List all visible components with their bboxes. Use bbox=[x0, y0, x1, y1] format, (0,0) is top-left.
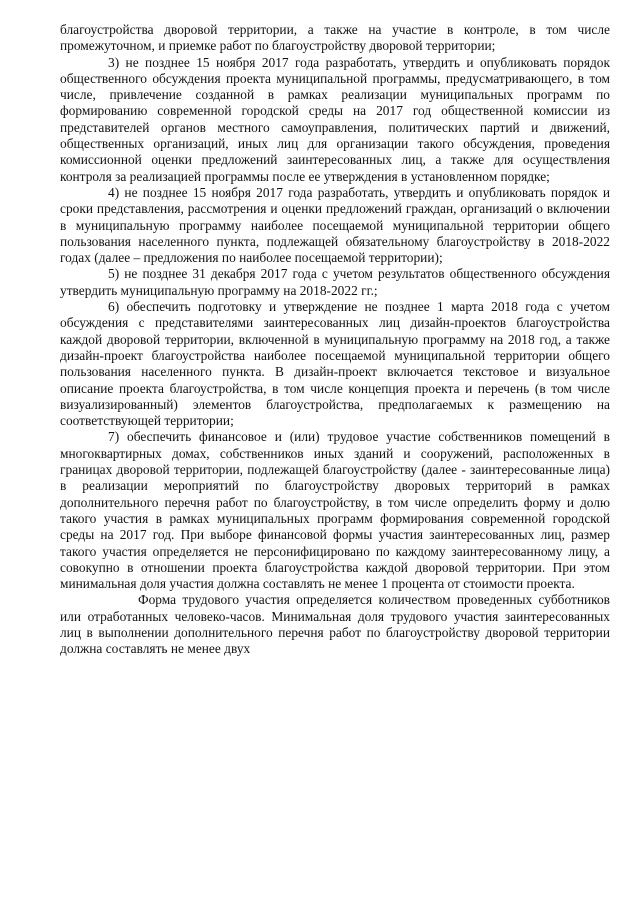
paragraph-item-6: 6) обеспечить подготовку и утверждение не позднее 1 марта 2018 года с учетом обсуждения с представителями заинтересованных лиц дизайн-проектов благоустройства каждой дворовой территории, включенной в муниципальную программу на 2018 год, а также дизайн-проект благоустройства наиболее посещаемой муниципальной территории общего пользования населенного пункта. В дизайн-проект включается текстовое и визуальное описание проекта благоустройства, в том числе концепция проекта и перечень (в том числе визуализированный) элементов благоустройства, предполагаемых к размещению на соответствующей территории; bbox=[60, 299, 610, 429]
paragraph-item-7: 7) обеспечить финансовое и (или) трудовое участие собственников помещений в многоквартирных домах, собственников иных зданий и сооружений, расположенных в границах дворовой территории, подлежащей благоустройству (далее - заинтересованные лица) в реализации мероприятий по благоустройству дворовых территорий в рамках дополнительного перечня работ по благоустройству, в том числе определить форму и долю такого участия в рамках муниципальных программ формирования современной городской среды на 2017 год. При выборе финансовой формы участия заинтересованных лиц, размер такого участия определяется не персонифицировано по каждому заинтересованному лицу, а совокупно в отношении проекта благоустройства каждой дворовой территории. При этом минимальная доля участия должна составлять не менее 1 процента от стоимости проекта. bbox=[60, 429, 610, 592]
paragraph-item-5: 5) не позднее 31 декабря 2017 года с учетом результатов общественного обсуждения утвердить муниципальную программу на 2018-2022 гг.; bbox=[60, 266, 610, 298]
paragraph-item-4: 4) не позднее 15 ноября 2017 года разработать, утвердить и опубликовать порядок и сроки представления, рассмотрения и оценки предложений граждан, организаций о включении в муниципальную программу наиболее посещаемой муниципальной территории общего пользования населенного пункта, подлежащей обязательному благоустройству в 2018-2022 годах (далее – предложения по наиболее посещаемой территории); bbox=[60, 184, 610, 266]
paragraph-labor-form: Форма трудового участия определяется количеством проведенных субботников или отработанных человеко-часов. Минимальная доля трудового участия заинтересованных лиц в выполнении дополнительного перечня работ по благоустройству дворовой территории должна составлять не менее двух bbox=[60, 592, 610, 657]
document-page bbox=[60, 22, 610, 658]
paragraph-item-3: 3) не позднее 15 ноября 2017 года разработать, утвердить и опубликовать порядок общественного обсуждения проекта муниципальной программы, предусматривающего, в том числе, привлечение созданной в рамках реализации муниципальных программ по формированию современной городской среды на 2017 год общественной комиссии из представителей органов местного самоуправления, политических партий и движений, общественных организаций, иных лиц для организации такого обсуждения, проведения комиссионной оценки предложений заинтересованных лиц, а также для осуществления контроля за реализацией программы после ее утверждения в установленном порядке; bbox=[60, 54, 610, 184]
paragraph-continuation: благоустройства дворовой территории, а также на участие в контроле, в том числе промежуточном, и приемке работ по благоустройству дворовой территории; bbox=[60, 22, 610, 54]
